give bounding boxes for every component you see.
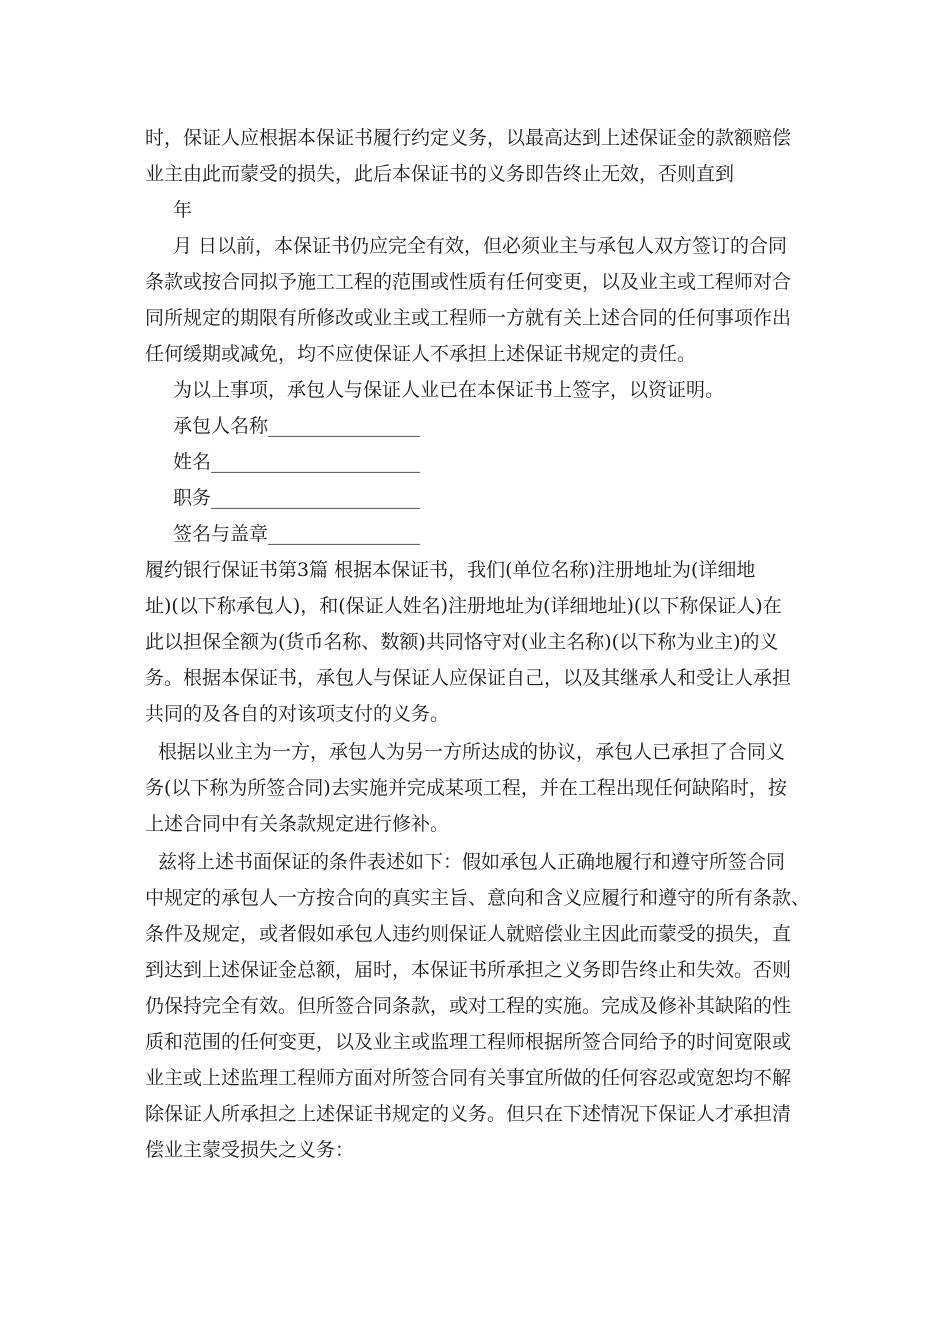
signature-position: 职务______________________ <box>173 487 421 509</box>
text-line-17: 共同的及各自的对该项支付的义务。 <box>145 703 450 725</box>
text-line-28: 除保证人所承担之上述保证书规定的义务。但只在下述情况下保证人才承担清 <box>145 1103 792 1125</box>
text-line-2: 业主由此而蒙受的损失，此后本保证书的义务即告终止无效，否则直到 <box>145 163 735 185</box>
text-line-22: 中规定的承包人一方按合向的真实主旨、意向和含义应履行和遵守的所有条款、 <box>145 887 811 909</box>
text-line-26: 质和范围的任何变更，以及业主或监理工程师根据所签合同给予的时间宽限或 <box>145 1031 792 1053</box>
text-line-5: 条款或按合同拟予施工工程的范围或性质有任何变更，以及业主或工程师对合 <box>145 271 792 293</box>
text-line-16: 务。根据本保证书，承包人与保证人应保证自己，以及其继承人和受让人承担 <box>145 667 792 689</box>
text-line-19: 务(以下称为所签合同)去实施并完成某项工程，并在工程出现任何缺陷时，按 <box>145 777 787 799</box>
text-line-24: 到达到上述保证金总额，届时，本保证书所承担之义务即告终止和失效。否则 <box>145 959 792 981</box>
text-line-6: 同所规定的期限有所修改或业主或工程师一方就有关上述合同的任何事项作出 <box>145 307 792 329</box>
text-line-20: 上述合同中有关条款规定进行修补。 <box>145 813 450 835</box>
text-line-18: 根据以业主为一方，承包人为另一方所达成的协议，承包人已承担了合同义 <box>158 741 786 763</box>
text-line-29: 偿业主蒙受损失之义务： <box>145 1139 355 1161</box>
text-line-4: 月 日以前，本保证书仍应完全有效，但必须业主与承包人双方签订的合同 <box>173 235 788 257</box>
text-line-15: 此以担保全额为(货币名称、数额)共同恪守对(业主名称)(以下称为业主)的义 <box>145 631 779 653</box>
text-line-8: 为以上事项，承包人与保证人业已在本保证书上签字，以资证明。 <box>173 379 725 401</box>
text-line-21: 兹将上述书面保证的条件表述如下：假如承包人正确地履行和遵守所签合同 <box>158 851 786 873</box>
text-line-23: 条件及规定，或者假如承包人违约则保证人就赔偿业主因此而蒙受的损失，直 <box>145 923 792 945</box>
text-line-7: 任何缓期或减免，均不应使保证人不承担上述保证书规定的责任。 <box>145 343 697 365</box>
signature-name: 姓名______________________ <box>173 451 421 473</box>
signature-contractor-name: 承包人名称________________ <box>173 415 421 437</box>
signature-seal: 签名与盖章________________ <box>173 523 421 545</box>
text-line-3: 年 <box>173 199 193 221</box>
text-line-27: 业主或上述监理工程师方面对所签合同有关事宜所做的任何容忍或宽恕均不解 <box>145 1067 792 1089</box>
text-line-1: 时，保证人应根据本保证书履行约定义务，以最高达到上述保证金的款额赔偿 <box>145 127 792 149</box>
text-line-14: 址)(以下称承包人)，和(保证人姓名)注册地址为(详细地址)(以下称保证人)在 <box>145 595 782 617</box>
section-heading-line: 履约银行保证书第3篇 根据本保证书，我们(单位名称)注册地址为(详细地 <box>145 559 756 581</box>
text-line-25: 仍保持完全有效。但所签合同条款，或对工程的实施。完成及修补其缺陷的性 <box>145 995 792 1017</box>
